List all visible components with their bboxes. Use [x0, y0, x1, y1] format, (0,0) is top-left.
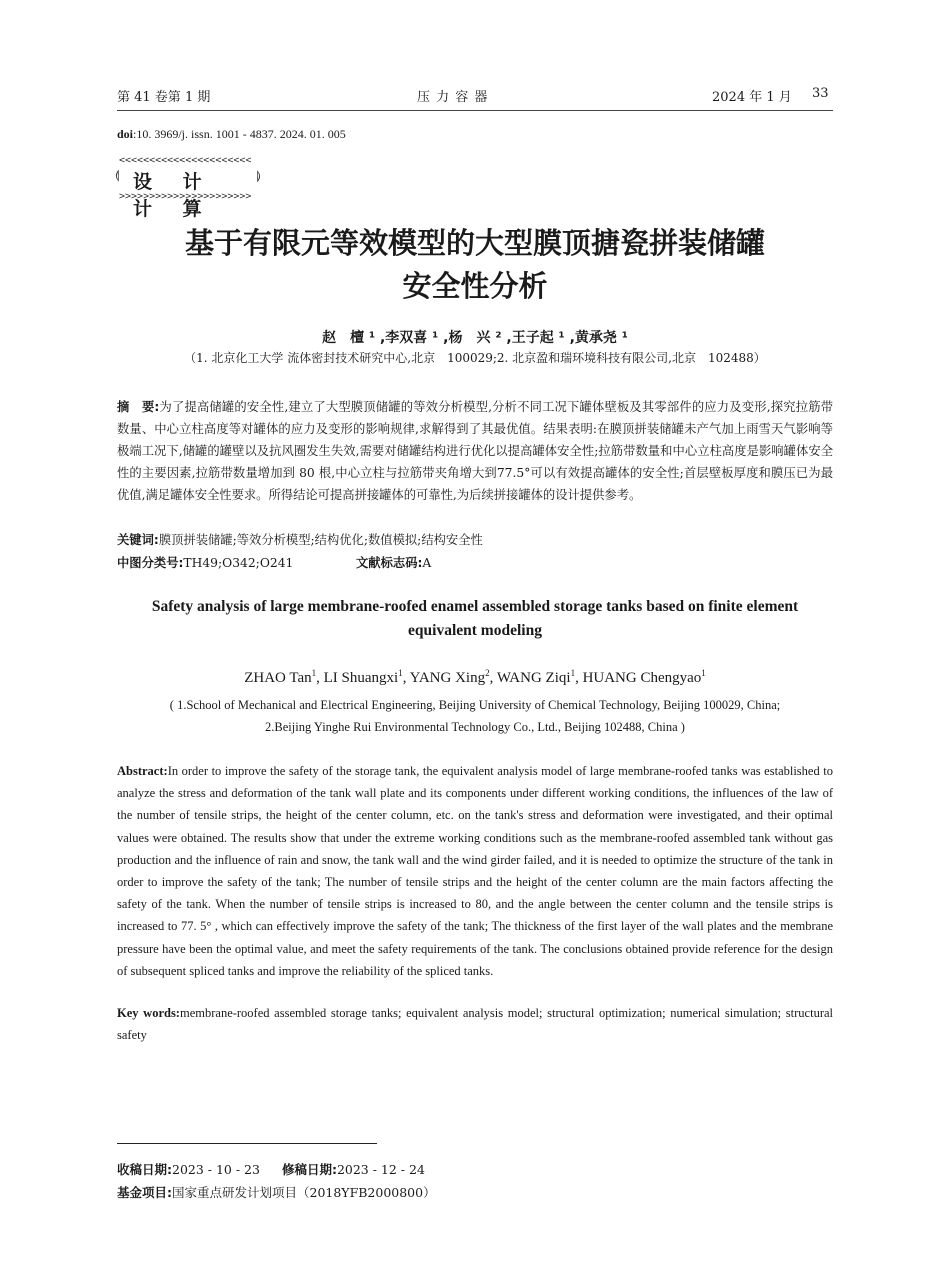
keywords-chinese-label: 关键词: [117, 533, 159, 547]
clc-label: 中图分类号: [117, 556, 184, 570]
doi-value: :10. 3969/j. issn. 1001 - 4837. 2024. 01. 005 [133, 127, 346, 141]
footnote-fund [117, 1183, 436, 1201]
section-box-right-border: ⟭ [256, 168, 261, 182]
footnote-dates [117, 1160, 425, 1178]
clc-value: TH49;O342;O241 [183, 556, 294, 570]
abstract-chinese-text: 为了提高储罐的安全性,建立了大型膜顶储罐的等效分析模型,分析不同工况下罐体壁板及其零部件的应力及变形,探究拉筋带数量、中心立柱高度等对罐体的应力及变形的影响规律,求解得到了其最优值。结果表明:在膜顶拼装储罐未产气加上雨雪天气影响等极端工况下,储罐的罐壁以及抗风圈发生失效,需要对储罐结构进行优化以提高罐体安全性;拉筋带数量和中心立柱高度是影响罐体安全性的主要因素,拉筋带数量增加到 80 根,中心立柱与拉筋带夹角增大到77.5°可以有效提高罐体的安全性;首层壁板厚度和膜压已为最优值,满足罐体安全性要求。所得结论可提高拼接罐体的可靠性,为后续拼接罐体的设计提供参考。 [117, 400, 833, 502]
section-box-top-border: <<<<<<<<<<<<<<<<<<<<<< [119, 156, 252, 166]
affiliation-english [117, 694, 833, 738]
author-affil-mark: 1 [701, 668, 706, 678]
author-affil-mark: 1 [570, 668, 576, 678]
doi-label: doi [117, 127, 134, 141]
page-number: 33 [812, 86, 829, 101]
keywords-english [117, 1002, 833, 1046]
abstract-chinese-label: 摘 要: [117, 400, 160, 414]
running-header-journal: 压 力 容 器 [417, 90, 489, 105]
revised-date-label: 修稿日期: [281, 1162, 337, 1177]
author-affil-mark: 2 [485, 668, 490, 678]
title-chinese-line2: 安全性分析 [402, 269, 548, 303]
keywords-english-text: membrane-roofed assembled storage tanks; equivalent analysis model; structural optimization; numerical simulation; structural safety [117, 1006, 834, 1043]
abstract-english-text: In order to improve the safety of the storage tank, the equivalent analysis model of large membrane-roofed tanks was established to analyze the stress and deformation of the tank wall plate and its components under different working conditions, the influences of the law of the number of tensile strips, the height of the center column, etc. on the tank's stress and deformation were investigated, and their optimal values were obtained. The results show that under the extreme working conditions such as the membrane-roofed assembled tank without gas production and the influence of rain and snow, the tank wall and the wind girder failed, and it is needed to optimize the structure of the tank in order to improve the safety of the tank; The number of tensile strips and the height of the center column are the main factors affecting the safety of the tank. When the number of tensile strips is increased to 80, and the angle between the center column and the tensile strips is increased to 77. 5° , which can effectively improve the safety of the tank; The thickness of the first layer of the wall plates and the membrane pressure have been the optimal value, and meet the safety requirements of the tank. The conclusions obtained provide reference for the design of subsequent spliced tanks and improve the reliability of the spliced tanks. [117, 764, 833, 978]
section-label-box [115, 156, 261, 220]
abstract-chinese [117, 396, 833, 506]
title-english-line1: Safety analysis of large membrane-roofed enamel assembled storage tanks based on finite element [151, 598, 799, 615]
classification-line [117, 553, 833, 571]
document-code-value: A [422, 556, 432, 570]
author-name: ZHAO Tan [244, 670, 312, 686]
title-english-line2: equivalent modeling [408, 622, 542, 639]
section-box-bottom-border: >>>>>>>>>>>>>>>>>>>>>> [119, 192, 252, 202]
footnote-rule [117, 1143, 377, 1144]
author-name: WANG Ziqi [496, 670, 571, 686]
author-name: HUANG Chengyao [582, 670, 702, 686]
keywords-chinese-text: 膜顶拼装储罐;等效分析模型;结构优化;数值模拟;结构安全性 [158, 533, 483, 547]
document-code-label: 文献标志码: [356, 556, 423, 570]
author-name: LI Shuangxi [323, 670, 399, 686]
authors-english: ZHAO Tan$^1$, LI Shuangxi$^1$, YANG Xing$^2$, WANG Ziqi$^1$, HUANG Chengyao$^1$ [244, 668, 706, 686]
header-rule [117, 110, 833, 111]
affiliation-english-line2: 2.Beijing Yinghe Rui Environmental Technology Co., Ltd., Beijing 102488, China ) [265, 720, 685, 734]
section-label: 设 计 计 算 [133, 171, 214, 220]
revised-date-value: 2023 - 12 - 24 [336, 1162, 425, 1177]
affiliation-chinese: （1. 北京化工大学 流体密封技术研究中心,北京 100029;2. 北京盈和瑞环境科技有限公司,北京 102488） [184, 351, 766, 365]
affiliation-english-line1: ( 1.School of Mechanical and Electrical Engineering, Beijing University of Chemical Technology, Beijing 100029, China; [169, 698, 781, 712]
title-english [117, 595, 833, 643]
keywords-english-label: Key words: [117, 1006, 180, 1020]
received-date-value: 2023 - 10 - 23 [172, 1162, 260, 1177]
fund-value: 国家重点研发计划项目（2018YFB2000800） [172, 1185, 436, 1200]
fund-label: 基金项目: [117, 1185, 172, 1200]
abstract-english [117, 760, 833, 982]
section-box-left-border: ⟬ [115, 168, 120, 182]
document-code [356, 553, 431, 571]
keywords-chinese [117, 530, 483, 548]
author-affil-mark: 1 [311, 668, 317, 678]
title-chinese-line1: 基于有限元等效模型的大型膜顶搪瓷拼装储罐 [184, 226, 765, 260]
authors-chinese: 赵 檀 ¹ ,李双喜 ¹ ,杨 兴 ² ,王子起 ¹ ,黄承尧 ¹ [322, 330, 628, 346]
author-name: YANG Xing [409, 670, 486, 686]
received-date-label: 收稿日期: [117, 1162, 172, 1177]
author-affil-mark: 1 [398, 668, 403, 678]
doi-line [117, 127, 346, 142]
title-chinese [117, 222, 833, 308]
running-header-date: 2024 年 1 月 [712, 90, 792, 105]
running-header-volume: 第 41 卷第 1 期 [117, 90, 211, 105]
abstract-english-label: Abstract: [117, 764, 168, 778]
